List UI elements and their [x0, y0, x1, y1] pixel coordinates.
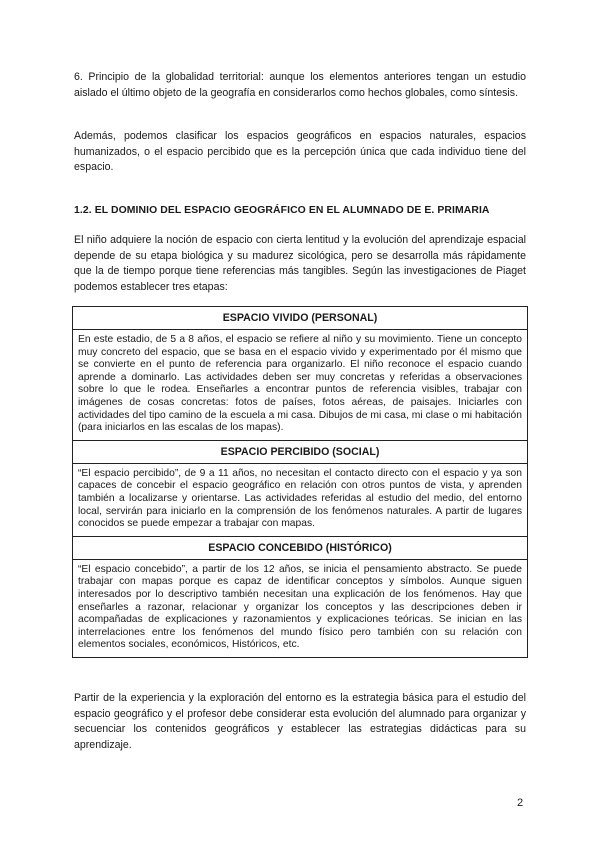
stage-body-concebido: “El espacio concebido”, a partir de los 12 años, se inicia el pensamiento abstracto. Se puede trabajar con mapas porque es capaz de identificar conceptos y símbolos. Aunque siguen interesados por lo descriptivo también necesitan una explicación de los fenómenos. Hay que enseñarles a razonar, relacionar y organizar los conceptos y las descripciones deben ir acompañadas de explicaciones y razonamientos y explicaciones teóricas. Se inician en las interrelaciones entre los fenómenos del mundo físico pero también con su relación con elementos sociales, económicos, Históricos, etc. — [73, 560, 527, 658]
paragraph-clasificacion: Además, podemos clasificar los espacios geográficos en espacios naturales, espacios humanizados, o el espacio percibido que es la percepción única que cada individuo tiene del espacio. — [74, 130, 526, 173]
stage-title-concebido: ESPACIO CONCEBIDO (HISTÓRICO) — [73, 537, 527, 560]
paragraph-globalidad: 6. Principio de la globalidad territorial: aunque los elementos anteriores tengan un estudio aislado el último objeto de la geografía en considerarlos como hechos globales, como síntesis. — [74, 71, 526, 99]
paragraph-estrategia: Partir de la experiencia y la exploración del entorno es la estrategia básica para el estudio del espacio geográfico y el profesor debe considerar esta evolución del alumnado para organizar y secuenciar los contenidos geográficos y establecer las estrategias didácticas para su aprendizaje. — [74, 692, 526, 751]
stage-title-percibido: ESPACIO PERCIBIDO (SOCIAL) — [73, 441, 527, 464]
stage-body-vivido: En este estadio, de 5 a 8 años, el espacio se refiere al niño y su movimiento. Tiene un concepto muy concreto del espacio, que se basa en el espacio vivido y experimentado por él mismo que se convierte en el punto de referencia para organizarlo. El niño reconoce el espacio cuando aprende a dominarlo. Las actividades deben ser muy concretas y referidas a observaciones sobre lo que le rodea. Enseñarles a encontrar puntos de referencia visibles, trabajar con imágenes de cosas concretas: fotos de países, fotos aéreas, de paisajes. Iniciarles con actividades del tipo camino de la escuela a mi casa. Dibujos de mi casa, mi clase o mi habitación (para iniciarlos en las escalas de los mapas). — [73, 330, 527, 441]
stage-body-percibido: “El espacio percibido”, de 9 a 11 años, no necesitan el contacto directo con el espacio y ya son capaces de concebir el espacio geográfico en relación con otros puntos de vista, y aprenden también a localizarse y orientarse. Las actividades referidas al estudio del medio, del entorno local, servirán para iniciarlo en la comprensión de los fenómenos naturales. A partir de lugares conocidos se puede empezar a trabajar con mapas. — [73, 464, 527, 537]
stage-title-vivido: ESPACIO VIVIDO (PERSONAL) — [73, 307, 527, 330]
paragraph-piaget: El niño adquiere la noción de espacio con cierta lentitud y la evolución del aprendizaje espacial depende de su etapa biológica y su madurez sicológica, pero se desarrolla más rápidamente que la de tiempo porque tiene referencias más tangibles. Según las investigaciones de Piaget podemos establecer tres etapas: — [74, 234, 526, 293]
page-number: 2 — [517, 797, 524, 809]
section-heading: 1.2. EL DOMINIO DEL ESPACIO GEOGRÁFICO EN EL ALUMNADO DE E. PRIMARIA — [74, 205, 490, 216]
stages-table — [72, 306, 528, 658]
